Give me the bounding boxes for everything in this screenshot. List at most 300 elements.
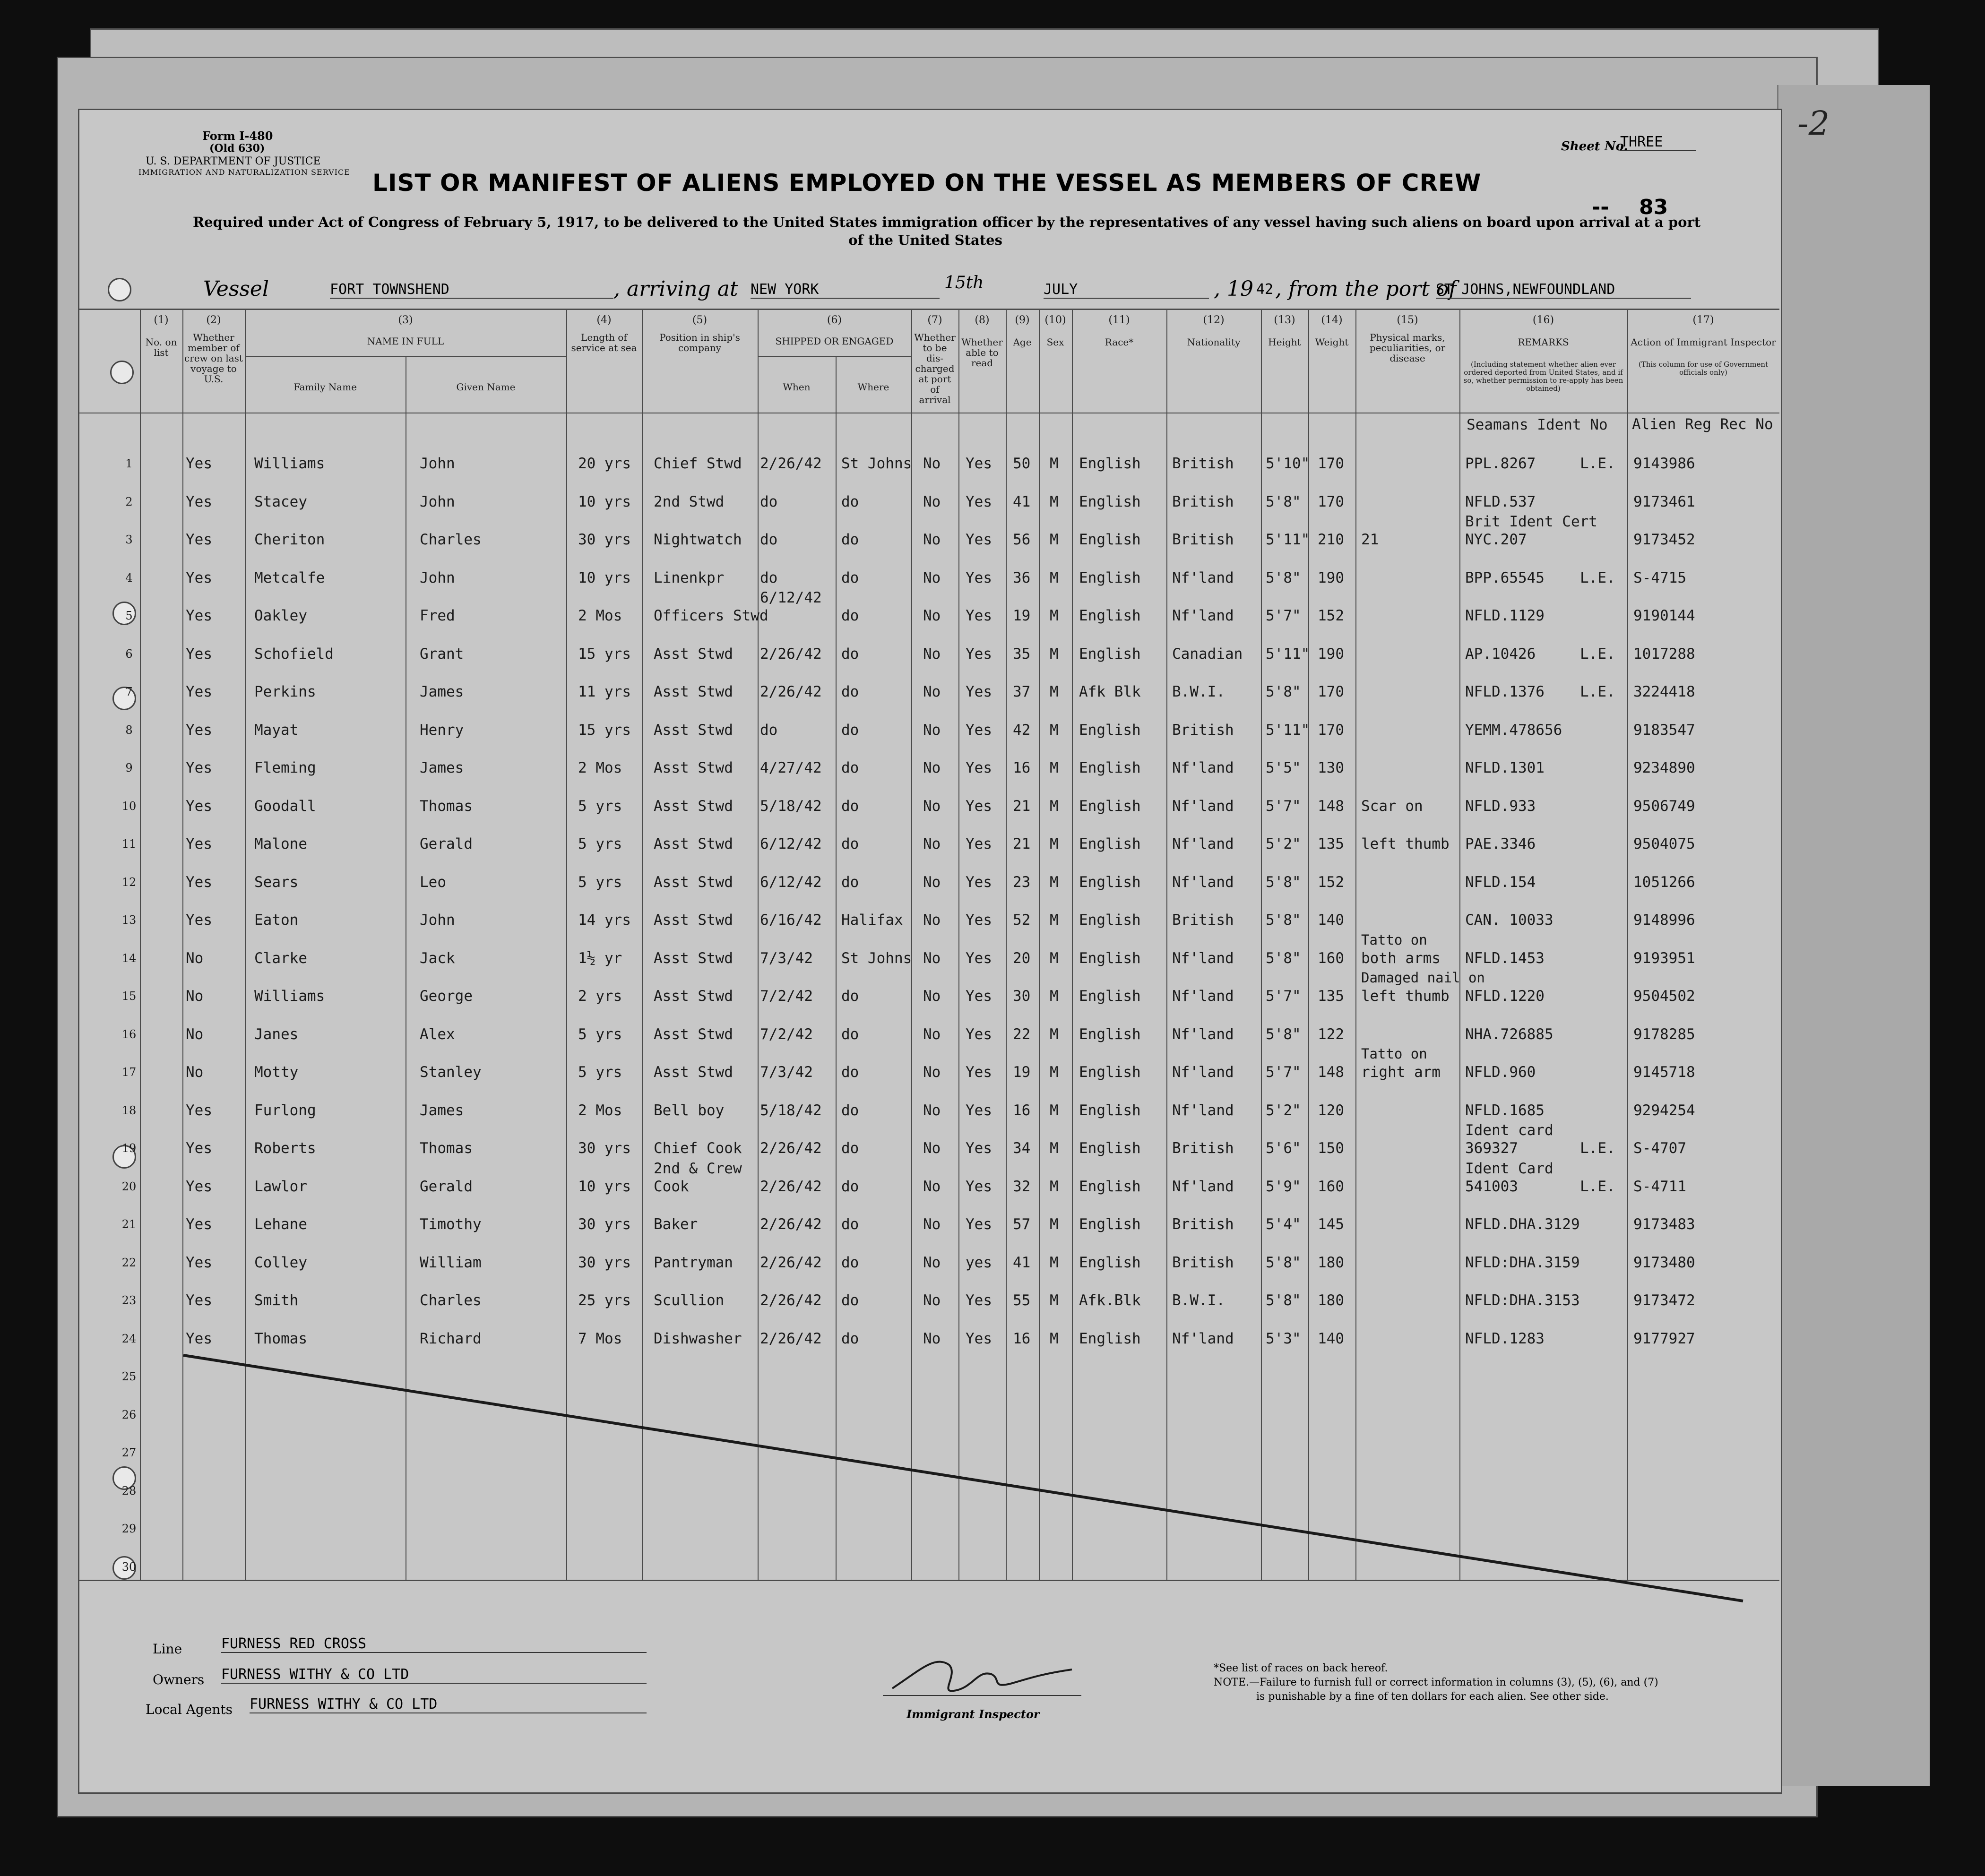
shipped-where: do xyxy=(841,1140,859,1157)
row-number: 5 xyxy=(125,609,133,622)
height: 5'8" xyxy=(1266,873,1301,891)
shipped-when: 5/18/42 xyxy=(760,797,822,815)
discharge: No xyxy=(923,1178,941,1195)
age: 21 xyxy=(1013,797,1031,815)
race: English xyxy=(1079,1064,1141,1081)
alien-reg-number: 9294254 xyxy=(1633,1102,1695,1119)
nationality: British xyxy=(1172,1140,1234,1157)
family-name: Schofield xyxy=(254,645,334,663)
document-subtitle-2: of the United States xyxy=(848,232,1002,248)
discharge: No xyxy=(923,569,941,586)
shipped-where: do xyxy=(841,873,859,891)
height: 5'7" xyxy=(1266,607,1301,624)
nationality: Nf'land xyxy=(1172,1178,1234,1195)
previous-voyage: Yes xyxy=(186,683,212,700)
family-name: Metcalfe xyxy=(254,569,325,586)
column-header: SHIPPED OR ENGAGED xyxy=(775,336,894,347)
able-to-read: Yes xyxy=(966,1102,992,1119)
height: 5'2" xyxy=(1266,1102,1301,1119)
alien-reg-number: 9143986 xyxy=(1633,455,1695,472)
nationality: Canadian xyxy=(1172,645,1243,663)
row-number: 23 xyxy=(121,1294,137,1307)
weight: 148 xyxy=(1318,797,1344,815)
column-note: (Including statement whether alien ever ordered deported from United States, and if so, whether permission to re-apply has been obtained) xyxy=(1463,360,1623,393)
stamp-number: 83 xyxy=(1639,195,1668,219)
shipped-when: 2/26/42 xyxy=(760,1292,822,1309)
position: Asst Stwd xyxy=(654,1064,733,1081)
height: 5'8" xyxy=(1266,1025,1301,1043)
shipped-where: do xyxy=(841,683,859,700)
height: 5'4" xyxy=(1266,1216,1301,1233)
weight: 140 xyxy=(1318,1330,1344,1347)
shipped-where: do xyxy=(841,1216,859,1233)
position: Asst Stwd xyxy=(654,797,733,815)
column-number: (11) xyxy=(1108,314,1130,326)
position: Chief Stwd xyxy=(654,455,742,472)
given-name: George xyxy=(420,988,473,1005)
service-length: 30 yrs xyxy=(578,1140,631,1157)
family-name: Clarke xyxy=(254,949,307,967)
race: English xyxy=(1079,873,1141,891)
position: Asst Stwd xyxy=(654,645,733,663)
able-to-read: Yes xyxy=(966,949,992,967)
age: 42 xyxy=(1013,721,1031,739)
row-number: 6 xyxy=(125,647,133,661)
weight: 170 xyxy=(1318,455,1344,472)
nationality: B.W.I. xyxy=(1172,683,1225,700)
row-number: 16 xyxy=(121,1027,137,1041)
column-header: Sex xyxy=(1046,336,1064,348)
arrival-day: 15th xyxy=(944,273,984,293)
position: Asst Stwd xyxy=(654,949,733,967)
remarks-ident: AP.10426 xyxy=(1465,645,1536,663)
remarks-le: L.E. xyxy=(1580,455,1615,472)
row-number: 24 xyxy=(121,1332,137,1345)
race: English xyxy=(1079,1025,1141,1043)
position: Bell boy xyxy=(654,1102,725,1119)
shipped-where: do xyxy=(841,493,859,510)
remarks-ident: NFLD.1301 xyxy=(1465,759,1545,776)
position: Asst Stwd xyxy=(654,912,733,929)
column-header: Whether to be dis-charged at port of arrival xyxy=(914,332,956,405)
line-value: FURNESS RED CROSS xyxy=(221,1635,647,1653)
shipped-where: Halifax xyxy=(841,912,903,929)
family-name: Janes xyxy=(254,1025,299,1043)
age: 36 xyxy=(1013,569,1031,586)
remarks-le: L.E. xyxy=(1580,645,1615,663)
family-name: Perkins xyxy=(254,683,316,700)
column-header: Weight xyxy=(1315,336,1349,348)
shipped-when: 5/18/42 xyxy=(760,1102,822,1119)
discharge: No xyxy=(923,1292,941,1309)
weight: 170 xyxy=(1318,683,1344,700)
weight: 160 xyxy=(1318,949,1344,967)
column-number: (4) xyxy=(596,314,612,326)
height: 5'6" xyxy=(1266,1140,1301,1157)
physical-marks: both arms xyxy=(1361,949,1441,967)
service-length: 14 yrs xyxy=(578,912,631,929)
empty-row-number: 29 xyxy=(121,1522,137,1535)
family-name: Colley xyxy=(254,1254,307,1271)
remarks-le: L.E. xyxy=(1580,683,1615,700)
discharge: No xyxy=(923,949,941,967)
remarks-column-note: Seamans Ident No xyxy=(1467,416,1608,433)
alien-reg-number: 9173461 xyxy=(1633,493,1695,510)
discharge: No xyxy=(923,1025,941,1043)
weight: 120 xyxy=(1318,1102,1344,1119)
position: Baker xyxy=(654,1216,698,1233)
row-number: 10 xyxy=(121,799,137,813)
nationality: Nf'land xyxy=(1172,1102,1234,1119)
local-agents-label: Local Agents xyxy=(146,1702,233,1717)
shipped-when: 7/3/42 xyxy=(760,949,813,967)
race: English xyxy=(1079,797,1141,815)
age: 35 xyxy=(1013,645,1031,663)
position: Asst Stwd xyxy=(654,683,733,700)
handwritten-sheet-mark: -2 xyxy=(1797,104,1830,143)
remarks-ident: NFLD.1129 xyxy=(1465,607,1545,624)
given-name: James xyxy=(420,1102,464,1119)
column-header: Age xyxy=(1013,336,1032,348)
service-length: 10 yrs xyxy=(578,1178,631,1195)
position: Asst Stwd xyxy=(654,1025,733,1043)
row-number: 14 xyxy=(121,951,137,965)
remarks-ident: 541003 xyxy=(1465,1178,1518,1195)
race: English xyxy=(1079,1330,1141,1347)
sex: M xyxy=(1050,797,1059,815)
alien-reg-number: 1017288 xyxy=(1633,645,1695,663)
shipped-when: 2/26/42 xyxy=(760,1254,822,1271)
discharge: No xyxy=(923,912,941,929)
weight: 210 xyxy=(1318,531,1344,548)
given-name: Thomas xyxy=(420,1140,473,1157)
column-header: Height xyxy=(1268,336,1301,348)
age: 23 xyxy=(1013,873,1031,891)
previous-voyage: Yes xyxy=(186,1254,212,1271)
remarks-ident-note: Ident Card xyxy=(1465,1160,1553,1177)
column-number: (5) xyxy=(692,314,708,326)
able-to-read: Yes xyxy=(966,569,992,586)
shipped-where: do xyxy=(841,607,859,624)
height: 5'8" xyxy=(1266,912,1301,929)
remarks-ident: NFLD.154 xyxy=(1465,873,1536,891)
column-header: Physical marks, peculiarities, or disease xyxy=(1369,332,1446,364)
alien-reg-number: 9173472 xyxy=(1633,1292,1695,1309)
height: 5'3" xyxy=(1266,1330,1301,1347)
alien-reg-number: 9177927 xyxy=(1633,1330,1695,1347)
service-length: 10 yrs xyxy=(578,569,631,586)
family-name: Lehane xyxy=(254,1216,307,1233)
shipped-when: do xyxy=(760,721,778,739)
nationality: Nf'land xyxy=(1172,797,1234,815)
nationality: Nf'land xyxy=(1172,607,1234,624)
column-header: Whether member of crew on last voyage to U.S. xyxy=(184,332,243,385)
races-note: *See list of races on back hereof. xyxy=(1214,1662,1388,1674)
empty-row-number: 27 xyxy=(121,1446,137,1459)
previous-voyage: Yes xyxy=(186,645,212,663)
able-to-read: Yes xyxy=(966,607,992,624)
height: 5'11" xyxy=(1266,531,1310,548)
age: 16 xyxy=(1013,759,1031,776)
column-number: (15) xyxy=(1397,314,1418,326)
position: Pantryman xyxy=(654,1254,733,1271)
able-to-read: Yes xyxy=(966,1178,992,1195)
able-to-read: Yes xyxy=(966,1025,992,1043)
weight: 140 xyxy=(1318,912,1344,929)
row-number: 15 xyxy=(121,990,137,1003)
position: Dishwasher xyxy=(654,1330,742,1347)
manifest-sheet xyxy=(78,109,1782,1794)
row-number: 22 xyxy=(121,1256,137,1269)
column-number: (2) xyxy=(206,314,221,326)
shipped-where: do xyxy=(841,1330,859,1347)
shipped-where: do xyxy=(841,988,859,1005)
age: 41 xyxy=(1013,493,1031,510)
nationality: British xyxy=(1172,721,1234,739)
alien-reg-number: 9234890 xyxy=(1633,759,1695,776)
remarks-ident: CAN. 10033 xyxy=(1465,912,1553,929)
weight: 148 xyxy=(1318,1064,1344,1081)
shipped-when-note: 6/12/42 xyxy=(760,589,822,606)
remarks-le: L.E. xyxy=(1580,1140,1615,1157)
position: Asst Stwd xyxy=(654,759,733,776)
shipped-where: St Johns xyxy=(841,455,912,472)
form-number: Form I-480 xyxy=(202,129,273,143)
race: English xyxy=(1079,1216,1141,1233)
discharge: No xyxy=(923,759,941,776)
race: English xyxy=(1079,1140,1141,1157)
height: 5'5" xyxy=(1266,759,1301,776)
race: English xyxy=(1079,835,1141,852)
given-name: James xyxy=(420,683,464,700)
shipped-when: 2/26/42 xyxy=(760,1216,822,1233)
given-name: Charles xyxy=(420,1292,482,1309)
previous-voyage: Yes xyxy=(186,797,212,815)
remarks-ident: PAE.3346 xyxy=(1465,835,1536,852)
weight: 122 xyxy=(1318,1025,1344,1043)
able-to-read: Yes xyxy=(966,1140,992,1157)
sex: M xyxy=(1050,1178,1059,1195)
discharge: No xyxy=(923,988,941,1005)
arriving-label: , arriving at xyxy=(613,277,738,301)
sex: M xyxy=(1050,759,1059,776)
able-to-read: Yes xyxy=(966,759,992,776)
nationality: British xyxy=(1172,531,1234,548)
shipped-when: 2/26/42 xyxy=(760,1140,822,1157)
remarks-ident: NFLD:DHA.3159 xyxy=(1465,1254,1580,1271)
service-length: 2 Mos xyxy=(578,1102,622,1119)
nationality: Nf'land xyxy=(1172,988,1234,1005)
position: Asst Stwd xyxy=(654,721,733,739)
nationality: Nf'land xyxy=(1172,569,1234,586)
service-length: 15 yrs xyxy=(578,721,631,739)
position: Asst Stwd xyxy=(654,873,733,891)
race: English xyxy=(1079,531,1141,548)
weight: 180 xyxy=(1318,1292,1344,1309)
race: English xyxy=(1079,569,1141,586)
shipped-where: do xyxy=(841,569,859,586)
previous-voyage: No xyxy=(186,1064,204,1081)
sex: M xyxy=(1050,949,1059,967)
height: 5'10" xyxy=(1266,455,1310,472)
position: Nightwatch xyxy=(654,531,742,548)
race: English xyxy=(1079,455,1141,472)
previous-voyage: Yes xyxy=(186,455,212,472)
family-name: Sears xyxy=(254,873,299,891)
remarks-ident: BPP.65545 xyxy=(1465,569,1545,586)
sex: M xyxy=(1050,1140,1059,1157)
weight: 145 xyxy=(1318,1216,1344,1233)
service-length: 25 yrs xyxy=(578,1292,631,1309)
column-subheader: Family Name xyxy=(293,381,357,393)
nationality: Nf'land xyxy=(1172,1064,1234,1081)
column-header: Position in ship's company xyxy=(659,332,740,353)
race: Afk Blk xyxy=(1079,683,1141,700)
discharge: No xyxy=(923,645,941,663)
physical-marks-note: Damaged nail on xyxy=(1361,970,1485,986)
family-name: Fleming xyxy=(254,759,316,776)
family-name: Furlong xyxy=(254,1102,316,1119)
sex: M xyxy=(1050,1064,1059,1081)
column-number: (8) xyxy=(975,314,990,326)
sex: M xyxy=(1050,873,1059,891)
position: 2nd Stwd xyxy=(654,493,725,510)
service-length: 15 yrs xyxy=(578,645,631,663)
alien-reg-number: 9193951 xyxy=(1633,949,1695,967)
family-name: Malone xyxy=(254,835,307,852)
family-name: Lawlor xyxy=(254,1178,307,1195)
discharge: No xyxy=(923,873,941,891)
inspector-label: Immigrant Inspector xyxy=(906,1707,1040,1721)
discharge: No xyxy=(923,797,941,815)
discharge: No xyxy=(923,683,941,700)
given-name: Gerald xyxy=(420,835,473,852)
alien-reg-number: S-4707 xyxy=(1633,1140,1686,1157)
alien-reg-number: 9148996 xyxy=(1633,912,1695,929)
service-length: 10 yrs xyxy=(578,493,631,510)
remarks-ident: NFLD.933 xyxy=(1465,797,1536,815)
service: IMMIGRATION AND NATURALIZATION SERVICE xyxy=(138,168,350,177)
service-length: 30 yrs xyxy=(578,531,631,548)
local-agents-value: FURNESS WITHY & CO LTD xyxy=(250,1696,647,1713)
previous-voyage: Yes xyxy=(186,721,212,739)
shipped-when: do xyxy=(760,531,778,548)
shipped-when: 2/26/42 xyxy=(760,455,822,472)
given-name: Stanley xyxy=(420,1064,482,1081)
shipped-when: 6/12/42 xyxy=(760,873,822,891)
empty-row-number: 26 xyxy=(121,1408,137,1421)
service-length: 1½ yr xyxy=(578,949,622,967)
remarks-ident: NYC.207 xyxy=(1465,531,1527,548)
column-number: (7) xyxy=(927,314,942,326)
position: Cook xyxy=(654,1178,689,1195)
department: U. S. DEPARTMENT OF JUSTICE xyxy=(146,155,321,167)
service-length: 30 yrs xyxy=(578,1254,631,1271)
column-header: Action of Immigrant Inspector xyxy=(1631,336,1776,348)
position: Asst Stwd xyxy=(654,835,733,852)
column-number: (1) xyxy=(154,314,169,326)
position: Officers Stwd xyxy=(654,607,768,624)
weight: 130 xyxy=(1318,759,1344,776)
discharge: No xyxy=(923,493,941,510)
given-name: Fred xyxy=(420,607,455,624)
given-name: John xyxy=(420,493,455,510)
row-number: 8 xyxy=(125,723,133,737)
position: Scullion xyxy=(654,1292,725,1309)
row-number: 2 xyxy=(125,495,133,508)
previous-voyage: Yes xyxy=(186,607,212,624)
race: English xyxy=(1079,759,1141,776)
shipped-where: do xyxy=(841,531,859,548)
row-number: 7 xyxy=(125,685,133,698)
able-to-read: Yes xyxy=(966,1292,992,1309)
from-port-label: , from the port of xyxy=(1275,277,1457,301)
age: 22 xyxy=(1013,1025,1031,1043)
able-to-read: Yes xyxy=(966,835,992,852)
from-port: ST JOHNS,NEWFOUNDLAND xyxy=(1436,281,1691,299)
able-to-read: Yes xyxy=(966,912,992,929)
family-name: Williams xyxy=(254,455,325,472)
age: 41 xyxy=(1013,1254,1031,1271)
alien-reg-number: 9173483 xyxy=(1633,1216,1695,1233)
sex: M xyxy=(1050,1102,1059,1119)
shipped-when: do xyxy=(760,569,778,586)
age: 19 xyxy=(1013,607,1031,624)
alien-reg-number: S-4715 xyxy=(1633,569,1686,586)
family-name: Mayat xyxy=(254,721,299,739)
discharge: No xyxy=(923,721,941,739)
alien-reg-number: 9183547 xyxy=(1633,721,1695,739)
alien-reg-number: 9190144 xyxy=(1633,607,1695,624)
column-subheader: Where xyxy=(857,381,889,393)
sex: M xyxy=(1050,835,1059,852)
row-number: 4 xyxy=(125,571,133,585)
sex: M xyxy=(1050,912,1059,929)
previous-voyage: Yes xyxy=(186,493,212,510)
shipped-when: 6/12/42 xyxy=(760,835,822,852)
remarks-ident-note: Brit Ident Cert xyxy=(1465,513,1597,530)
shipped-where: do xyxy=(841,1292,859,1309)
able-to-read: Yes xyxy=(966,531,992,548)
able-to-read: Yes xyxy=(966,645,992,663)
column-header: Whether able to read xyxy=(961,336,1003,369)
nationality: Nf'land xyxy=(1172,1330,1234,1347)
family-name: Smith xyxy=(254,1292,299,1309)
race: English xyxy=(1079,1254,1141,1271)
sex: M xyxy=(1050,1330,1059,1347)
position: Chief Cook xyxy=(654,1140,742,1157)
physical-marks-note: Tatto on xyxy=(1361,1046,1427,1062)
height: 5'8" xyxy=(1266,683,1301,700)
height: 5'8" xyxy=(1266,493,1301,510)
column-subheader: When xyxy=(783,381,811,393)
previous-voyage: Yes xyxy=(186,1178,212,1195)
year-prefix: , 19 xyxy=(1214,277,1253,301)
height: 5'2" xyxy=(1266,835,1301,852)
given-name: James xyxy=(420,759,464,776)
sex: M xyxy=(1050,988,1059,1005)
shipped-when: 2/26/42 xyxy=(760,645,822,663)
height: 5'11" xyxy=(1266,645,1310,663)
column-number: (12) xyxy=(1203,314,1225,326)
alien-reg-number: 9173480 xyxy=(1633,1254,1695,1271)
shipped-when: 6/16/42 xyxy=(760,912,822,929)
alien-reg-number: S-4711 xyxy=(1633,1178,1686,1195)
sex: M xyxy=(1050,1025,1059,1043)
previous-voyage: Yes xyxy=(186,569,212,586)
family-name: Goodall xyxy=(254,797,316,815)
physical-marks: left thumb xyxy=(1361,835,1450,852)
